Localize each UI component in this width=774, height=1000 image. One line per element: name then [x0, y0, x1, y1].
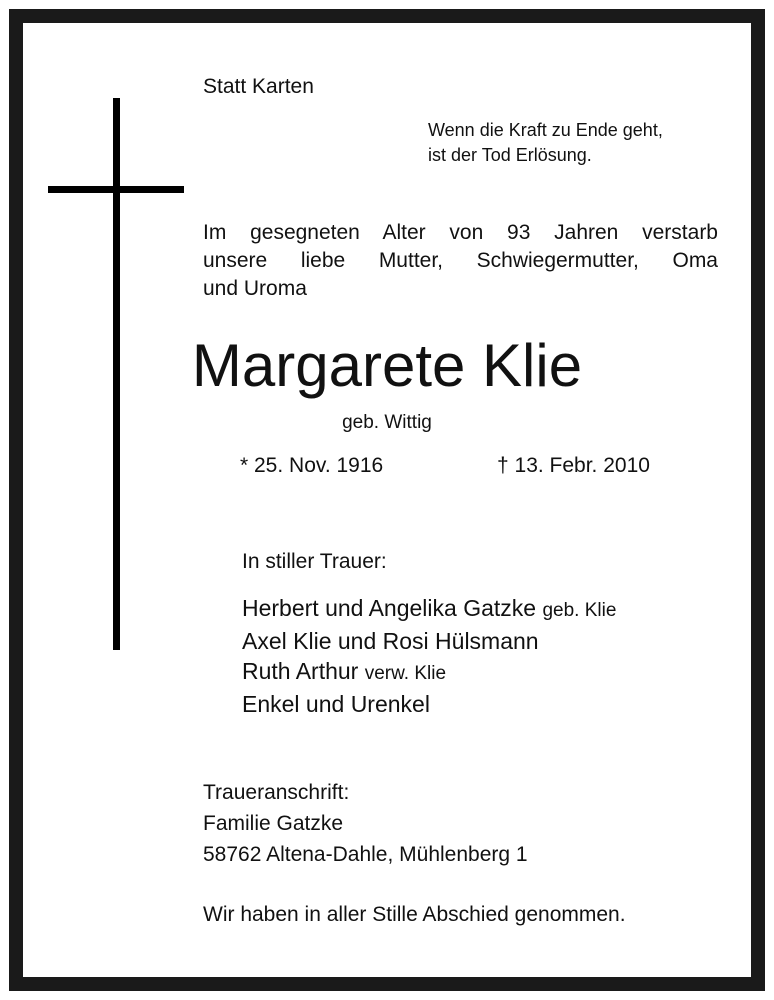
- mourner-entry: [242, 689, 616, 719]
- intro-line: und Uroma: [203, 277, 307, 300]
- mourner-entry: [242, 656, 616, 689]
- motto-line: Wenn die Kraft zu Ende geht,: [428, 120, 663, 140]
- birth-date: * 25. Nov. 1916: [240, 454, 384, 477]
- statt-karten-heading: Statt Karten: [203, 75, 314, 98]
- mourner-entry: [242, 593, 616, 626]
- death-announcement-text: [203, 219, 718, 303]
- address-line: Familie Gatzke: [203, 812, 344, 835]
- motto-quote: [428, 118, 663, 168]
- mourner-name: Enkel und Urenkel: [242, 691, 430, 717]
- deceased-name: Margarete Klie: [191, 332, 583, 399]
- death-date: † 13. Febr. 2010: [497, 454, 650, 477]
- maiden-name: geb. Wittig: [342, 412, 432, 433]
- mourner-note: verw. Klie: [364, 663, 447, 684]
- mourner-name: Herbert und Angelika Gatzke: [242, 595, 537, 621]
- mourners-heading: In stiller Trauer:: [242, 550, 387, 573]
- address-label: Traueranschrift:: [203, 781, 350, 804]
- mourning-address: [203, 777, 528, 870]
- mourners-list: [242, 593, 616, 719]
- motto-line: ist der Tod Erlösung.: [428, 145, 592, 165]
- address-line: 58762 Altena-Dahle, Mühlenberg 1: [203, 843, 528, 866]
- mourner-note: geb. Klie: [542, 600, 617, 621]
- closing-statement: Wir haben in aller Stille Abschied genommen.: [203, 903, 626, 926]
- mourner-name: Axel Klie und Rosi Hülsmann: [242, 628, 539, 654]
- intro-line: unsere liebe Mutter, Schwiegermutter, Oma: [203, 249, 718, 272]
- intro-line: Im gesegneten Alter von 93 Jahren verstarb: [203, 221, 718, 244]
- mourner-name: Ruth Arthur: [242, 658, 359, 684]
- cross-horizontal-bar: [48, 186, 184, 193]
- mourner-entry: [242, 626, 616, 656]
